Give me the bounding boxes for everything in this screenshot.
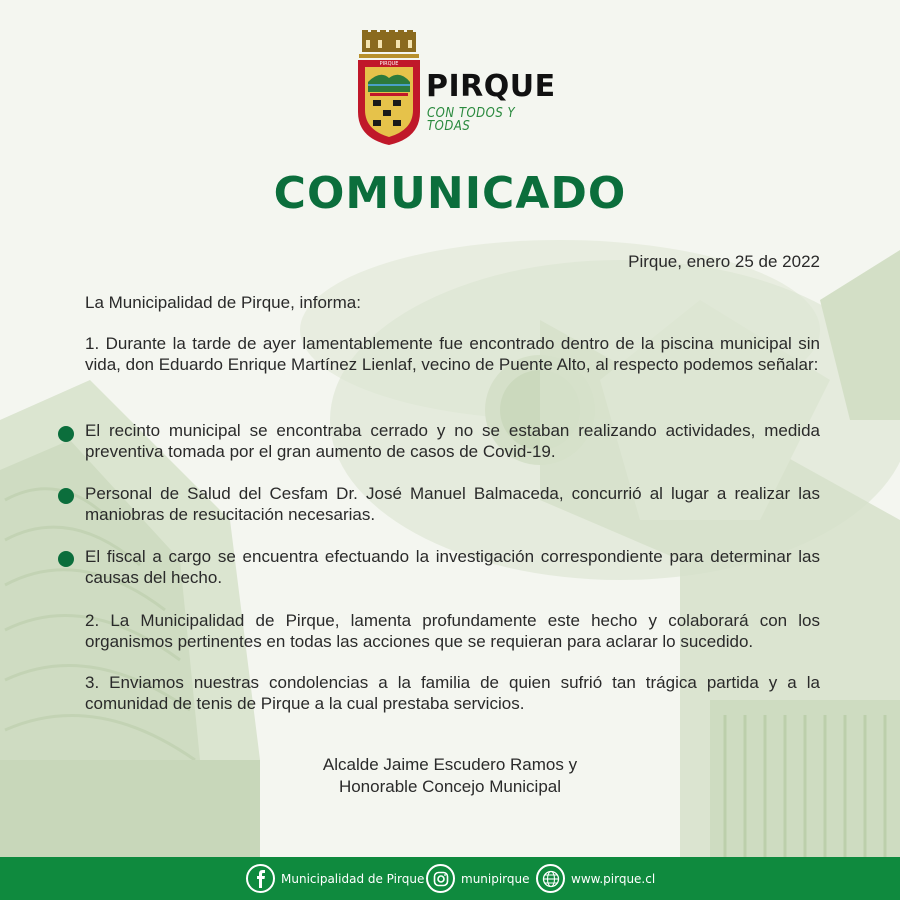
signature-line-2: Honorable Concejo Municipal: [338, 777, 562, 796]
brand-name: PIRQUE: [426, 69, 556, 104]
instagram-link[interactable]: [426, 862, 530, 895]
bullet-dot-icon: [58, 488, 74, 504]
globe-icon: [536, 864, 565, 893]
website-label: www.pirque.cl: [571, 871, 656, 886]
facebook-label: Municipalidad de Pirque: [281, 871, 425, 886]
facebook-icon: [246, 864, 275, 893]
paragraph-1: 1. Durante la tarde de ayer lamentablemente fue encontrado dentro de la piscina municipal sin vida, don Eduardo Enrique Martínez Lienlaf, vecino de Puente Alto, al respecto podemos señalar:: [85, 334, 820, 374]
instagram-icon: [426, 864, 455, 893]
bullet-dot-icon: [58, 426, 74, 442]
footer-bar: [0, 857, 900, 900]
website-link[interactable]: [536, 862, 655, 895]
brand-tagline: CON TODOS Y TODAS: [427, 106, 516, 134]
facebook-link[interactable]: [246, 862, 424, 895]
pirque-shield-icon: [356, 30, 422, 146]
document-date: Pirque, enero 25 de 2022: [628, 252, 820, 271]
intro-text: La Municipalidad de Pirque, informa:: [85, 293, 361, 312]
page-title: COMUNICADO: [273, 168, 627, 219]
signature-line-1: Alcalde Jaime Escudero Ramos y: [322, 755, 578, 774]
bullet-item-2: Personal de Salud del Cesfam Dr. José Manuel Balmaceda, concurrió al lugar a realizar las maniobras de resucitación necesarias.: [85, 484, 820, 524]
paragraph-3: 3. Enviamos nuestras condolencias a la familia de quien sufrió tan trágica partida y a la comunidad de tenis de Pirque a la cual prestaba servicios.: [85, 673, 820, 713]
shield-label: PIRQUE: [379, 61, 399, 67]
bullet-item-1: El recinto municipal se encontraba cerrado y no se estaban realizando actividades, medida preventiva tomada por el gran aumento de casos de Covid-19.: [85, 421, 820, 461]
paragraph-2: 2. La Municipalidad de Pirque, lamenta profundamente este hecho y colaborará con los organismos pertinentes en todas las acciones que se requieran para aclarar lo sucedido.: [85, 611, 820, 651]
bullet-dot-icon: [58, 551, 74, 567]
pirque-logo: [356, 30, 556, 150]
instagram-label: munipirque: [461, 871, 530, 886]
bullet-item-3: El fiscal a cargo se encuentra efectuando la investigación correspondiente para determinar las causas del hecho.: [85, 547, 820, 587]
